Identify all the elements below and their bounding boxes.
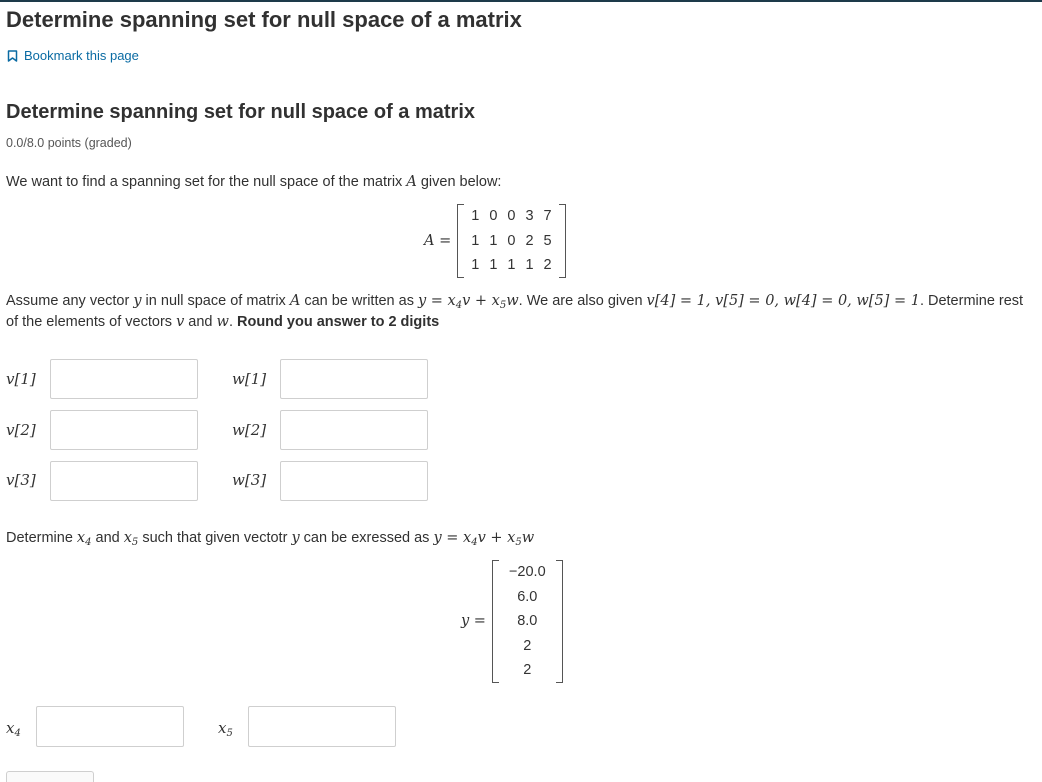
bookmark-icon [7,50,18,62]
page-title: Determine spanning set for null space of a matrix [6,7,522,32]
matrix-cell: 1 [471,232,480,249]
vector-y [461,560,563,683]
v3-label: v[3] [6,471,36,489]
v2-label: v[2] [6,421,36,439]
vector-row [501,585,554,610]
x4-input[interactable] [36,706,184,747]
matrix-table [466,204,556,278]
v1-label: v[1] [6,370,36,388]
points-status: 0.0/8.0 points (graded) [6,136,132,150]
v1-input[interactable] [50,359,198,399]
matrix-cell: 1 [507,257,516,274]
matrix-cell: 1 [471,208,480,225]
vector-row [501,609,554,634]
vector-row [501,658,554,683]
vector-cell: −20.0 [508,564,546,581]
matrix-label: A = [424,232,452,249]
w3-input[interactable] [280,461,428,501]
assume-text: Assume any vector y in null space of matrix A can be written as $y = x_4v + x_5w$. We are also given v[4] = 1, v[5] = 0, w[4] = 0, w[5] = 1. Determine rest of the elements of vectors v and w. Round you answer to 2 digits [6,293,1024,330]
vector-cell: 2 [523,662,532,679]
second-question-text: Determine $x_4$ and $x_5$ such that given vectotr y can be exressed as $y = x_4v + x_5w$ [6,530,535,548]
vector-row [501,560,554,585]
matrix-a [424,204,566,278]
matrix-cell: 0 [507,208,516,225]
vector-row [501,634,554,659]
vector-table [501,560,554,683]
x4-label: $x_4$ [6,719,21,739]
vector-cell: 8.0 [517,613,538,630]
v3-input[interactable] [50,461,198,501]
matrix-cell: 2 [525,232,534,249]
matrix-row [466,253,556,278]
matrix-cell: 1 [525,257,534,274]
matrix-cell: 1 [471,257,480,274]
x5-label: $x_5$ [218,719,233,739]
w2-input[interactable] [280,410,428,450]
vector-cell: 6.0 [517,588,538,605]
matrix-cell: 1 [489,232,498,249]
bookmark-button[interactable] [7,48,139,63]
w2-label: w[2] [232,421,267,439]
vector-y-label: y = [461,613,486,630]
intro-text: We want to find a spanning set for the null space of the matrix A given below: [6,174,502,190]
matrix-cell: 5 [543,232,552,249]
right-bracket [559,204,566,278]
matrix-cell: 2 [543,257,552,274]
x5-input[interactable] [248,706,396,747]
v2-input[interactable] [50,410,198,450]
left-bracket [457,204,464,278]
matrix-cell: 3 [525,208,534,225]
matrix-cell: 1 [489,257,498,274]
problem-title: Determine spanning set for null space of a matrix [6,101,476,123]
w1-input[interactable] [280,359,428,399]
w1-label: w[1] [232,370,267,388]
bookmark-label: Bookmark this page [24,48,139,63]
matrix-row [466,229,556,254]
right-bracket [556,560,563,683]
vector-cell: 2 [523,637,532,654]
matrix-cell: 7 [543,208,552,225]
matrix-cell: 0 [507,232,516,249]
matrix-row [466,204,556,229]
matrix-cell: 0 [489,208,498,225]
w3-label: w[3] [232,471,267,489]
left-bracket [492,560,499,683]
top-border [0,0,1042,2]
